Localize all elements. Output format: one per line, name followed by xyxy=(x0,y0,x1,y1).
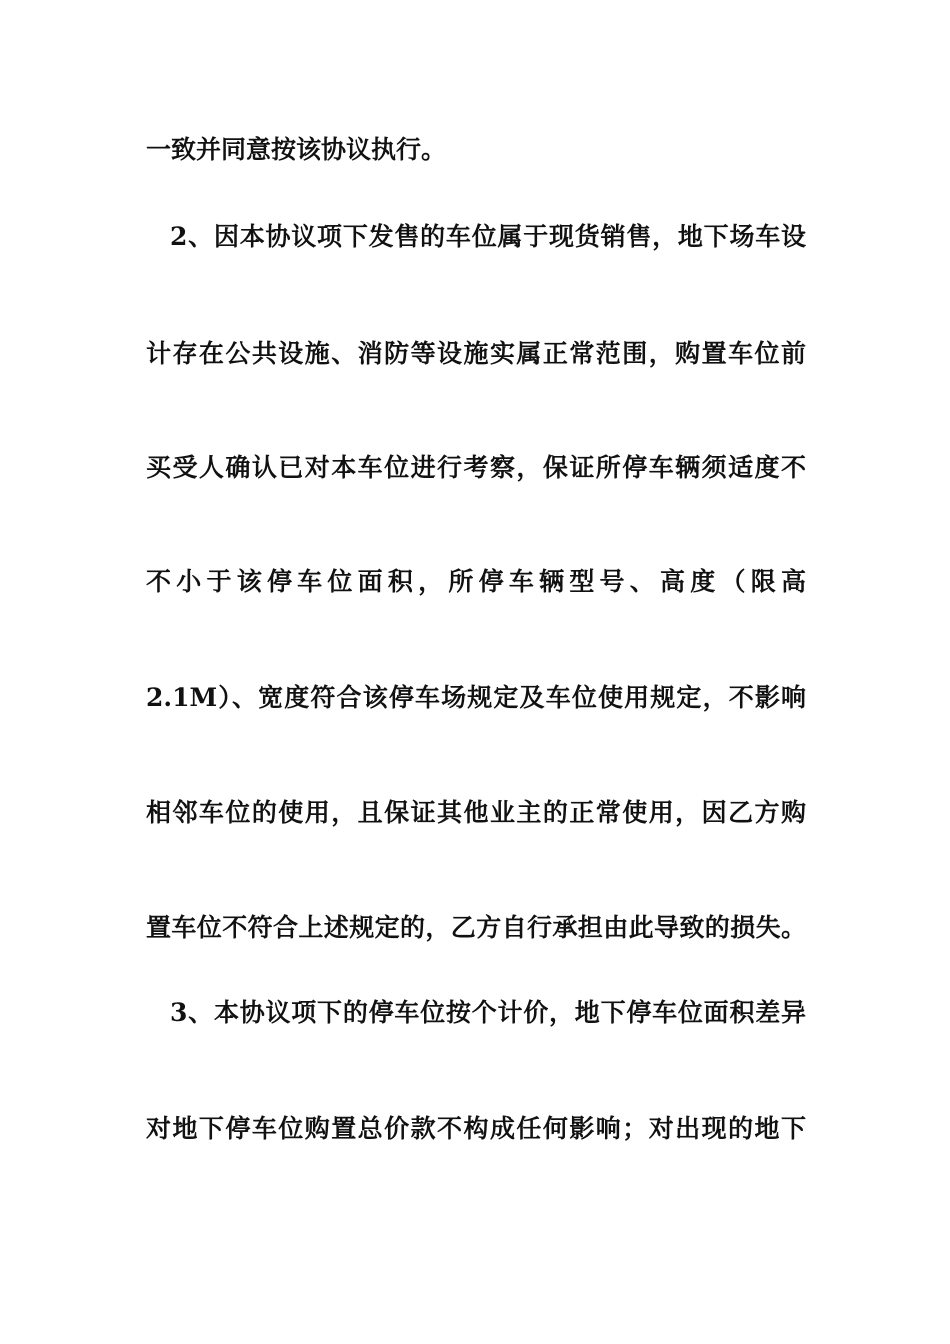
text-line: 计存在公共设施、消防等设施实属正常范围，购置车位前 xyxy=(146,339,806,368)
text-line: 不小于该停车位面积，所停车辆型号、高度（限高 xyxy=(146,567,806,596)
text-line: 一致并同意按该协议执行。 xyxy=(146,135,447,164)
text-line: 买受人确认已对本车位进行考察，保证所停车辆须适度不 xyxy=(146,453,806,482)
text-line: 置车位不符合上述规定的，乙方自行承担由此导致的损失。 xyxy=(146,913,806,942)
clause-2-start: 2、因本协议项下发售的车位属于现货销售，地下场车设 xyxy=(170,222,806,251)
text-line: 相邻车位的使用，且保证其他业主的正常使用，因乙方购 xyxy=(146,798,806,827)
clause-3-start: 3、本协议项下的停车位按个计价，地下停车位面积差异 xyxy=(170,998,806,1027)
text-line: 2.1M）、宽度符合该停车场规定及车位使用规定，不影响 xyxy=(146,683,806,712)
text-line: 对地下停车位购置总价款不构成任何影响；对出现的地下 xyxy=(146,1114,806,1143)
